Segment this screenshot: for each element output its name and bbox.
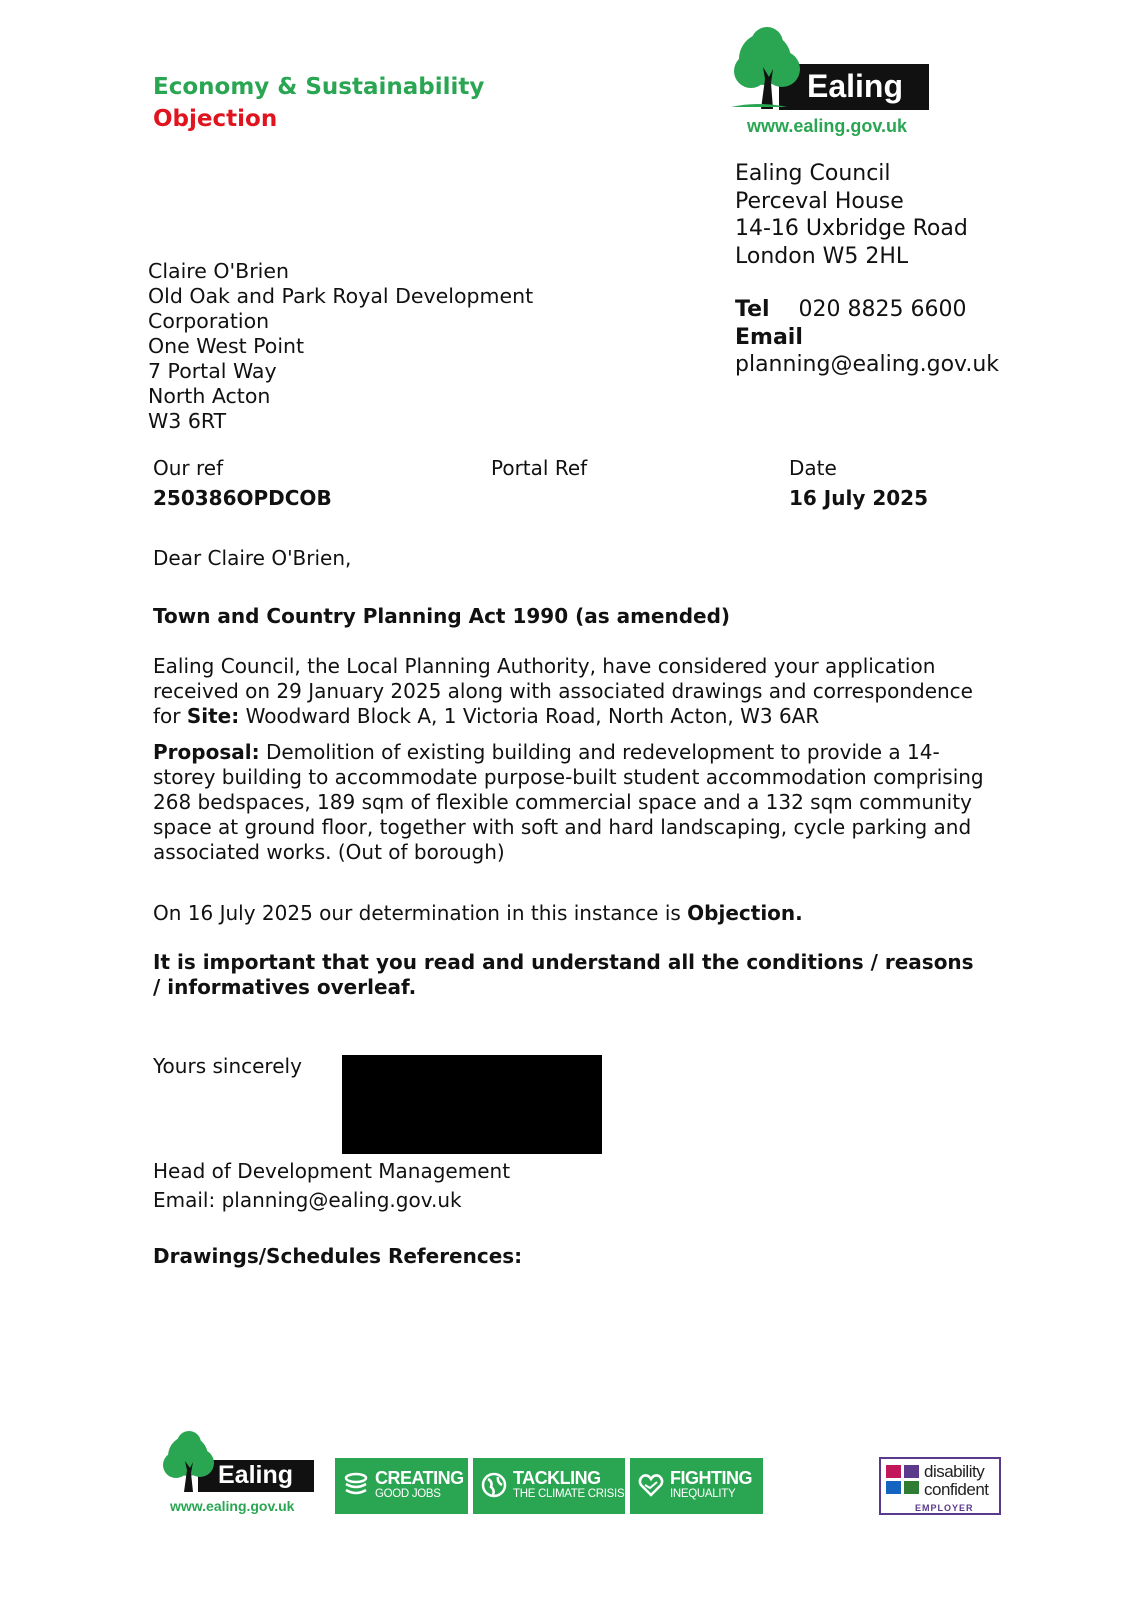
proposal-label: Proposal: bbox=[153, 740, 260, 764]
important-line: / informatives overleaf. bbox=[153, 975, 417, 999]
site-label: Site: bbox=[186, 704, 240, 728]
globe-icon bbox=[481, 1472, 507, 1498]
salutation: Dear Claire O'Brien, bbox=[153, 546, 352, 570]
council-address bbox=[735, 160, 968, 270]
disability-grid-icon bbox=[886, 1465, 922, 1495]
decision-title: Objection bbox=[153, 106, 278, 132]
council-address-line: Perceval House bbox=[735, 188, 904, 214]
tel-value: 020 8825 6600 bbox=[798, 297, 967, 322]
intro-line: received on 29 January 2025 along with associated drawings and correspondence bbox=[153, 679, 973, 703]
signatory bbox=[153, 1157, 510, 1215]
proposal-paragraph bbox=[153, 740, 984, 865]
redacted-signature bbox=[342, 1055, 602, 1154]
footer-ealing-logo bbox=[158, 1430, 318, 1520]
disability-line2: confident bbox=[924, 1480, 989, 1499]
badge-title: TACKLING bbox=[513, 1468, 601, 1488]
intro-line: Ealing Council, the Local Planning Authority, have considered your application bbox=[153, 654, 936, 678]
ealing-logo bbox=[727, 27, 937, 139]
intro-for: for bbox=[153, 704, 181, 728]
badge-title: FIGHTING bbox=[670, 1468, 752, 1488]
council-address-line: Ealing Council bbox=[735, 161, 891, 186]
recipient-line: 7 Portal Way bbox=[148, 359, 277, 383]
badge-tackling-climate bbox=[473, 1458, 625, 1514]
determination bbox=[153, 901, 803, 926]
important-notice bbox=[153, 950, 974, 1000]
badge-fighting-inequality bbox=[630, 1458, 763, 1514]
email-label: Email bbox=[735, 324, 803, 350]
recipient-line: Old Oak and Park Royal Development bbox=[148, 284, 534, 308]
proposal-line: space at ground floor, together with soft and hard landscaping, cycle parking and bbox=[153, 815, 972, 839]
determination-value: Objection. bbox=[687, 901, 803, 925]
badge-subtitle: THE CLIMATE CRISIS bbox=[513, 1488, 625, 1500]
heart-hands-icon bbox=[638, 1472, 664, 1498]
drawings-heading: Drawings/Schedules References: bbox=[153, 1244, 523, 1268]
council-contact bbox=[735, 296, 999, 379]
signatory-email: Email: planning@ealing.gov.uk bbox=[153, 1188, 462, 1212]
portal-ref-block bbox=[491, 456, 587, 486]
recipient-line: North Acton bbox=[148, 384, 271, 408]
badge-creating-good-jobs bbox=[335, 1458, 468, 1514]
badge-subtitle: GOOD JOBS bbox=[375, 1488, 441, 1500]
important-line: It is important that you read and understand all the conditions / reasons bbox=[153, 950, 974, 974]
signatory-title: Head of Development Management bbox=[153, 1159, 511, 1183]
council-address-line: 14-16 Uxbridge Road bbox=[735, 216, 968, 241]
council-address-line: London W5 2HL bbox=[735, 243, 909, 269]
act-title: Town and Country Planning Act 1990 (as amended) bbox=[153, 604, 731, 628]
footer-logo-url: www.ealing.gov.uk bbox=[170, 1498, 295, 1514]
determination-prefix: On 16 July 2025 our determination in this instance is bbox=[153, 901, 681, 925]
date-value: 16 July 2025 bbox=[789, 486, 928, 510]
recipient-line: Corporation bbox=[148, 309, 270, 333]
proposal-line: storey building to accommodate purpose-built student accommodation comprising bbox=[153, 765, 984, 789]
department-title: Economy & Sustainability bbox=[153, 74, 485, 100]
site-value: Woodward Block A, 1 Victoria Road, North Acton, W3 6AR bbox=[245, 704, 820, 728]
recipient-address bbox=[148, 259, 534, 433]
proposal-line: associated works. (Out of borough) bbox=[153, 840, 505, 864]
closing: Yours sincerely bbox=[153, 1054, 302, 1078]
disability-confident-badge bbox=[879, 1457, 1001, 1515]
portal-ref-label: Portal Ref bbox=[491, 456, 588, 480]
recipient-line: W3 6RT bbox=[148, 409, 227, 433]
logo-name: Ealing bbox=[807, 68, 904, 104]
date-label: Date bbox=[789, 456, 837, 480]
recipient-line: One West Point bbox=[148, 334, 305, 358]
disability-line1: disability bbox=[924, 1462, 985, 1481]
recipient-line: Claire O'Brien bbox=[148, 259, 289, 283]
footer-logo-name: Ealing bbox=[218, 1461, 294, 1489]
intro-paragraph bbox=[153, 654, 973, 729]
badge-subtitle: INEQUALITY bbox=[670, 1488, 736, 1500]
tel-label: Tel bbox=[735, 297, 770, 322]
email-value: planning@ealing.gov.uk bbox=[735, 352, 1000, 377]
our-ref-block bbox=[153, 456, 332, 510]
badge-title: CREATING bbox=[375, 1468, 464, 1488]
date-block bbox=[789, 456, 928, 510]
our-ref-label: Our ref bbox=[153, 456, 224, 480]
proposal-line: 268 bedspaces, 189 sqm of flexible commercial space and a 132 sqm community bbox=[153, 790, 972, 814]
logo-url: www.ealing.gov.uk bbox=[747, 116, 908, 136]
our-ref-value: 250386OPDCOB bbox=[153, 486, 332, 510]
proposal-line: Demolition of existing building and redevelopment to provide a 14- bbox=[265, 740, 940, 764]
disability-line3: EMPLOYER bbox=[915, 1503, 974, 1513]
coins-icon bbox=[343, 1472, 369, 1498]
